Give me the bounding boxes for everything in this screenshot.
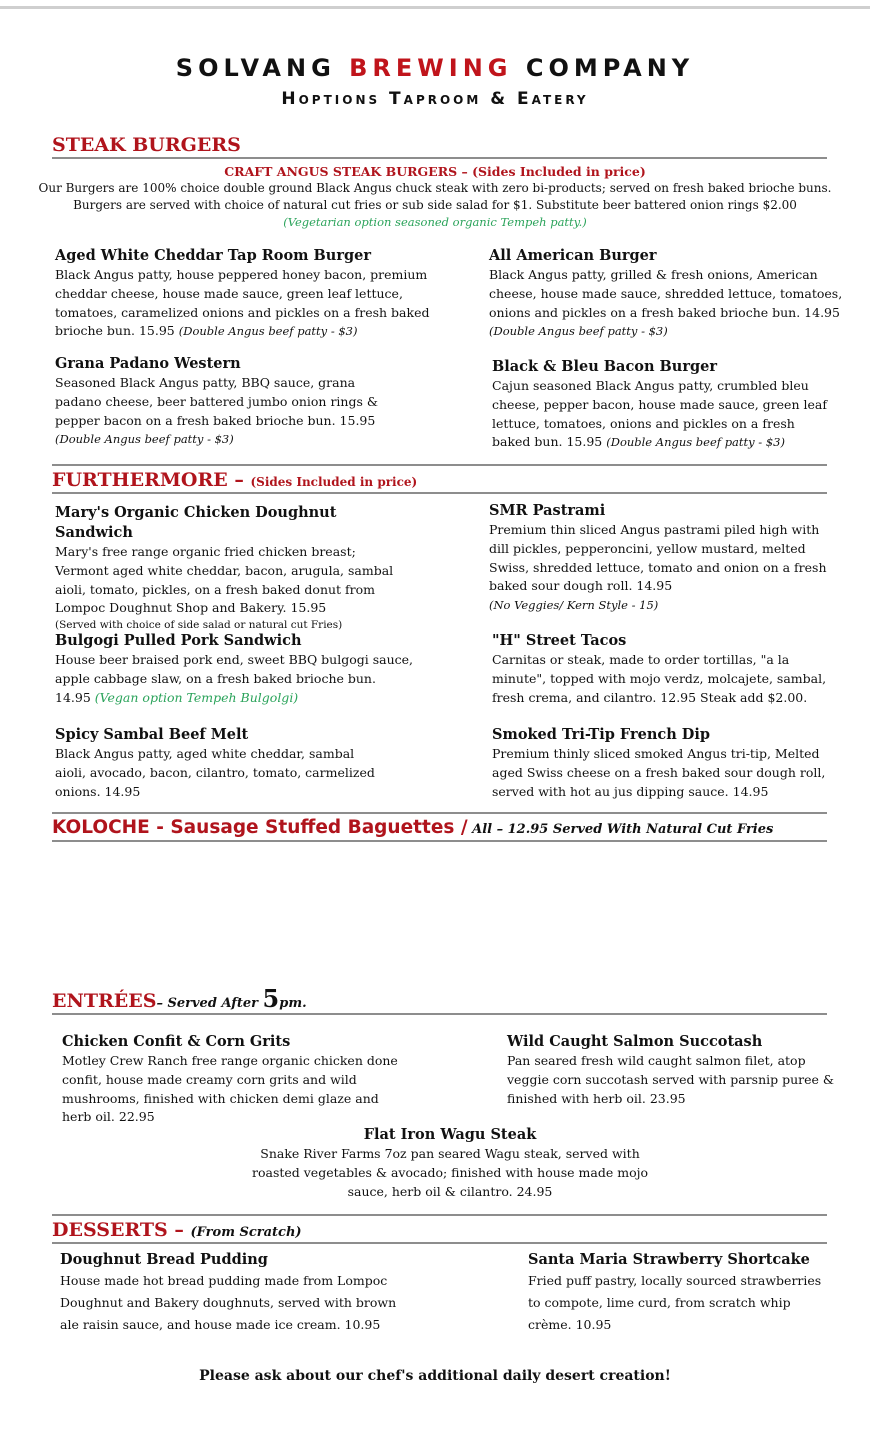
item-name: Aged White Cheddar Tap Room Burger xyxy=(55,247,371,264)
footer-note: Please ask about our chef's additional daily desert creation! xyxy=(199,1368,671,1384)
item-desc: Motley Crew Ranch free range organic chicken done confit, house made creamy corn grits and wild mushrooms, finished with chicken demi glaze and herb oil. 22.95 xyxy=(62,1053,398,1125)
section-title: FURTHERMORE – xyxy=(52,469,251,491)
menu-item xyxy=(55,725,375,801)
top-rule xyxy=(0,6,870,9)
restaurant-name: SOLVANG BREWING COMPANY xyxy=(175,54,695,82)
item-note: (Double Angus beef patty - $3) xyxy=(606,435,785,450)
item-desc: Seasoned Black Angus patty, BBQ sauce, grana padano cheese, beer battered jumbo onion rings & pepper bacon on a fresh baked brioche bun. 15.95 xyxy=(55,375,378,428)
menu-item xyxy=(489,501,839,615)
intro-veg-note: (Vegetarian option seasoned organic Tempeh patty.) xyxy=(283,215,587,229)
section-subtitle: – Served After 5pm. xyxy=(156,984,307,1013)
item-note: (No Veggies/ Kern Style - 15) xyxy=(489,598,659,613)
item-name: Bulgogi Pulled Pork Sandwich xyxy=(55,632,302,649)
intro-line: Our Burgers are 100% choice double ground Black Angus chuck steak with zero bi-products; served on fresh baked brioche buns. xyxy=(38,181,832,195)
menu-item xyxy=(492,357,827,452)
menu-item xyxy=(492,631,842,707)
item-name: "H" Street Tacos xyxy=(492,632,627,649)
section-entrees xyxy=(52,984,827,1015)
section-title: KOLOCHE - Sausage Stuffed Baguettes / xyxy=(52,817,468,838)
menu-item xyxy=(62,1032,407,1127)
menu-item xyxy=(507,1032,842,1108)
section-subtitle: All – 12.95 Served With Natural Cut Fries xyxy=(467,822,774,837)
item-desc: Premium thinly sliced smoked Angus tri-tip, Melted aged Swiss cheese on a fresh baked sour dough roll, served with hot au jus dipping sauce. 14.95 xyxy=(492,746,826,799)
item-name: All American Burger xyxy=(489,247,657,264)
item-desc: Mary's free range organic fried chicken breast; Vermont aged white cheddar, bacon, arugula, sambal aioli, tomato, pickles, on a fresh baked donut from Lompoc Doughnut Shop and Bakery. 15.95 xyxy=(55,544,394,616)
item-name: Grana Padano Western xyxy=(55,355,241,372)
item-name: Wild Caught Salmon Succotash xyxy=(507,1033,763,1050)
item-desc: Snake River Farms 7oz pan seared Wagu steak, served with roasted vegetables & avocado; finished with house made mojo sauce, herb oil & cilantro. 24.95 xyxy=(251,1146,649,1199)
menu-item xyxy=(55,246,440,341)
item-desc: Black Angus patty, aged white cheddar, sambal aioli, avocado, bacon, cilantro, tomato, carmelized onions. 14.95 xyxy=(55,746,375,799)
item-desc: Carnitas or steak, made to order tortillas, "a la minute", topped with mojo verdz, molcajete, sambal, fresh crema, and cilantro. 12.95 Steak add $2.00. xyxy=(492,652,827,705)
restaurant-subtitle: Hoptions Taproom & Eatery xyxy=(281,89,589,109)
item-note: (Double Angus beef patty - $3) xyxy=(178,324,358,339)
section-steak-burgers xyxy=(52,133,827,159)
item-desc: Cajun seasoned Black Angus patty, crumbled bleu cheese, pepper bacon, house made sauce, green leaf lettuce, tomatoes, onions and pickles on a fresh baked bun. 15.95 xyxy=(492,378,827,450)
menu-item xyxy=(240,1125,660,1201)
section-furthermore xyxy=(52,464,827,494)
intro-line: Burgers are served with choice of natural cut fries or sub side salad for $1. Substitute beer battered onion rings $2.00 xyxy=(73,198,797,212)
item-desc: Premium thin sliced Angus pastrami piled high with dill pickles, pepperoncini, yellow mustard, melted Swiss, shredded lettuce, tomato and onion on a fresh baked sour dough roll. 14.95 xyxy=(489,522,827,594)
menu-item xyxy=(55,503,405,633)
item-name: Santa Maria Strawberry Shortcake xyxy=(528,1251,810,1268)
menu-item xyxy=(60,1250,410,1336)
section-subtitle: (From Scratch) xyxy=(190,1225,302,1240)
item-desc: Black Angus patty, house peppered honey bacon, premium cheddar cheese, house made sauce, green leaf lettuce, tomatoes, caramelized onions and pickles on a fresh baked brioche bun. 15.95 xyxy=(55,267,430,339)
item-note: (Served with choice of side salad or natural cut Fries) xyxy=(55,619,343,632)
section-koloche xyxy=(52,812,827,842)
item-desc: House made hot bread pudding made from Lompoc Doughnut and Bakery doughnuts, served with brown ale raisin sauce, and house made ice cream. 10.95 xyxy=(60,1273,397,1332)
section-title: STEAK BURGERS xyxy=(52,134,241,156)
item-note: (Double Angus beef patty - $3) xyxy=(489,324,668,339)
section-subtitle: (Sides Included in price) xyxy=(250,475,418,489)
section-title: ENTRÉES xyxy=(52,990,157,1012)
item-name: Doughnut Bread Pudding xyxy=(60,1251,268,1268)
section-desserts xyxy=(52,1214,827,1244)
menu-item xyxy=(528,1250,828,1336)
section-title: DESSERTS – xyxy=(52,1219,191,1241)
item-desc: Black Angus patty, grilled & fresh onions, American cheese, house made sauce, shredded lettuce, tomatoes, onions and pickles on a fresh baked brioche bun. 14.95 xyxy=(489,267,843,320)
item-note: (Vegan option Tempeh Bulgolgi) xyxy=(94,689,299,705)
item-name: Spicy Sambal Beef Melt xyxy=(55,726,249,743)
item-name: Flat Iron Wagu Steak xyxy=(363,1126,537,1143)
menu-item xyxy=(492,725,842,801)
intro-head: CRAFT ANGUS STEAK BURGERS – (Sides Included in price) xyxy=(224,164,646,179)
menu-item xyxy=(55,354,400,449)
menu-item xyxy=(55,631,415,707)
item-name: SMR Pastrami xyxy=(489,502,606,519)
item-name: Mary's Organic Chicken Doughnut Sandwich xyxy=(55,504,337,541)
item-desc: House beer braised pork end, sweet BBQ bulgogi sauce, apple cabbage slaw, on a fresh baked brioche bun. 14.95 xyxy=(55,652,414,705)
menu-item xyxy=(489,246,844,341)
item-name: Smoked Tri-Tip French Dip xyxy=(492,726,711,743)
item-name: Black & Bleu Bacon Burger xyxy=(492,358,717,375)
steak-burgers-intro xyxy=(0,163,870,231)
item-desc: Fried puff pastry, locally sourced strawberries to compote, lime curd, from scratch whip crème. 10.95 xyxy=(528,1273,822,1332)
item-name: Chicken Confit & Corn Grits xyxy=(62,1033,291,1050)
item-note: (Double Angus beef patty - $3) xyxy=(55,432,234,447)
item-desc: Pan seared fresh wild caught salmon filet, atop veggie corn succotash served with parsnip puree & finished with herb oil. 23.95 xyxy=(507,1053,835,1106)
